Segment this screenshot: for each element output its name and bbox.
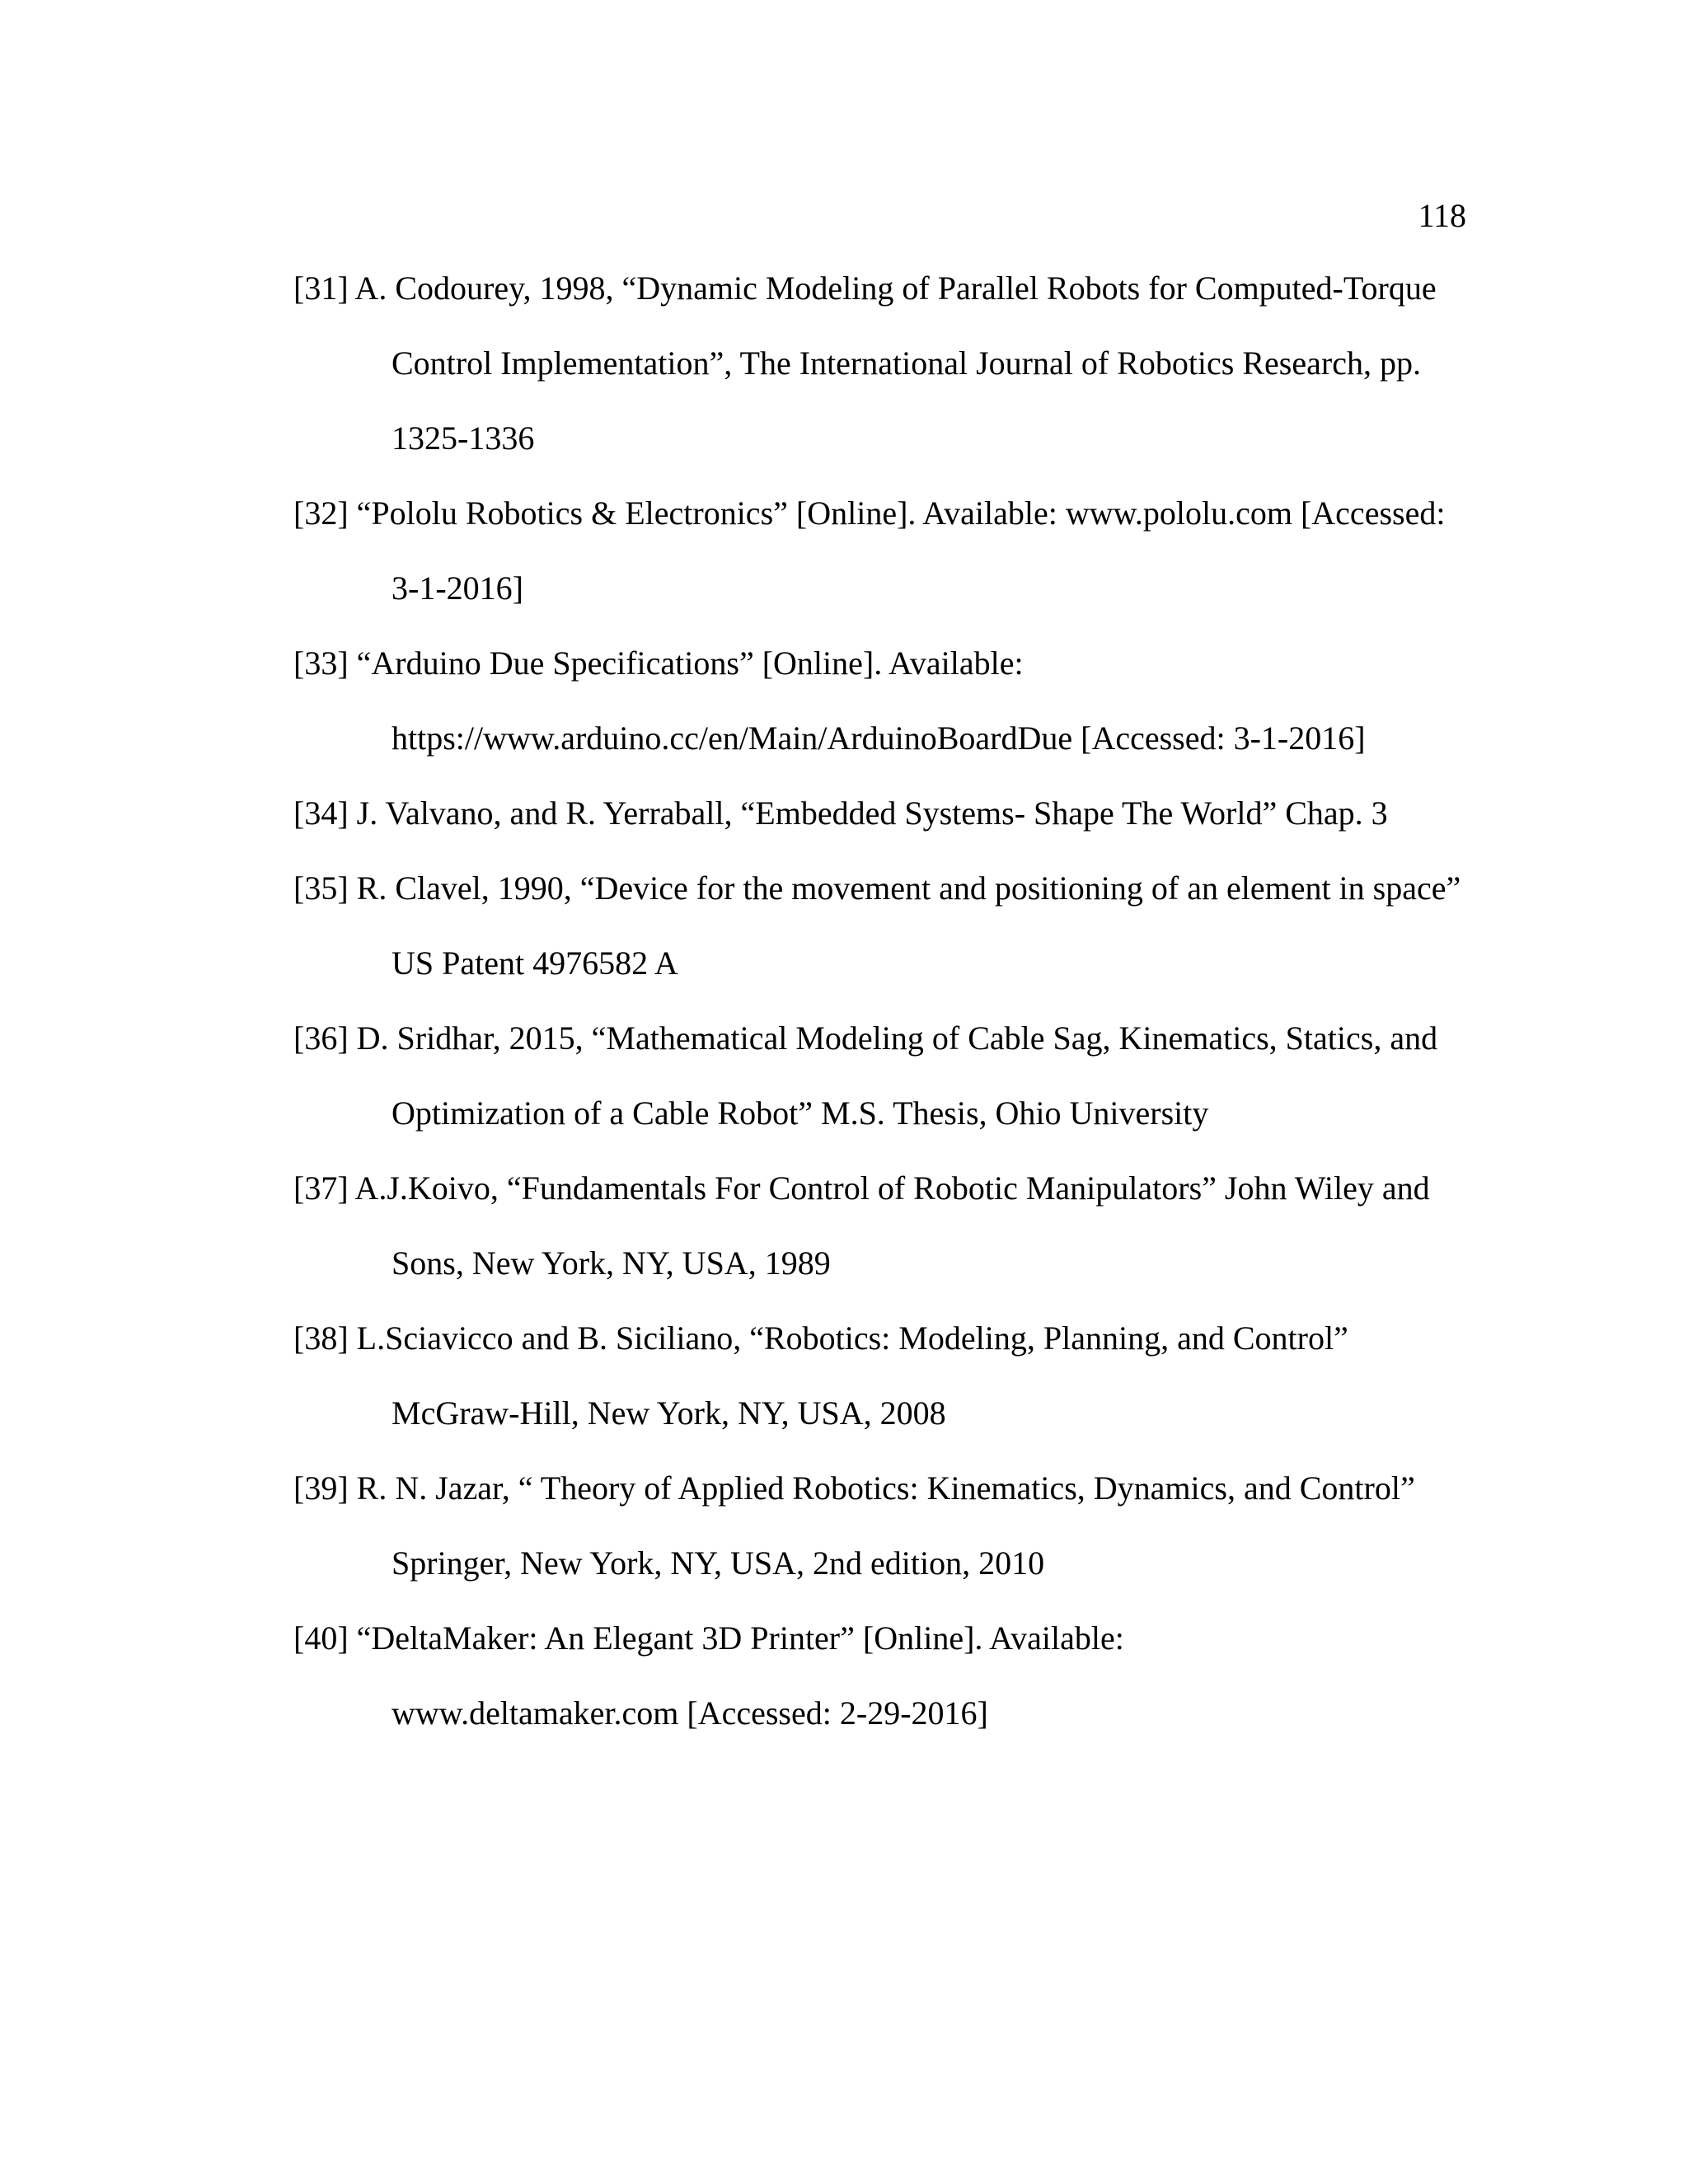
reference-line: US Patent 4976582 A (392, 944, 678, 982)
reference-entry-39 (293, 1464, 1480, 1614)
reference-line: Sons, New York, NY, USA, 1989 (392, 1244, 831, 1282)
reference-line: https://www.arduino.cc/en/Main/ArduinoBoardDue [Accessed: 3-1-2016] (392, 719, 1366, 757)
reference-entry-34 (293, 789, 1480, 864)
reference-list (293, 264, 1480, 1764)
reference-entry-32 (293, 489, 1480, 639)
reference-entry-36 (293, 1014, 1480, 1164)
reference-line: www.deltamaker.com [Accessed: 2-29-2016] (392, 1694, 988, 1732)
reference-line: Control Implementation”, The International Journal of Robotics Research, pp. (392, 344, 1421, 382)
reference-entry-38 (293, 1314, 1480, 1464)
reference-line: [35] R. Clavel, 1990, “Device for the movement and positioning of an element in space” (293, 869, 1461, 907)
reference-line: [34] J. Valvano, and R. Yerraball, “Embedded Systems- Shape The World” Chap. 3 (293, 794, 1388, 832)
reference-line: [31] A. Codourey, 1998, “Dynamic Modeling of Parallel Robots for Computed-Torque (293, 269, 1437, 307)
reference-line: [32] “Pololu Robotics & Electronics” [Online]. Available: www.pololu.com [Accessed: (293, 494, 1446, 532)
reference-line: Optimization of a Cable Robot” M.S. Thesis, Ohio University (392, 1094, 1209, 1132)
reference-line: [38] L.Sciavicco and B. Siciliano, “Robotics: Modeling, Planning, and Control” (293, 1319, 1348, 1357)
reference-line: 3-1-2016] (392, 569, 523, 607)
page-number: 118 (1418, 197, 1466, 234)
reference-line: [39] R. N. Jazar, “ Theory of Applied Robotics: Kinematics, Dynamics, and Control” (293, 1469, 1415, 1507)
reference-line: [36] D. Sridhar, 2015, “Mathematical Modeling of Cable Sag, Kinematics, Statics, and (293, 1019, 1438, 1057)
reference-entry-40 (293, 1614, 1480, 1764)
reference-line: [33] “Arduino Due Specifications” [Online]. Available: (293, 644, 1024, 682)
reference-entry-31 (293, 264, 1480, 489)
reference-line: Springer, New York, NY, USA, 2nd edition, 2010 (392, 1544, 1045, 1582)
reference-line: 1325-1336 (392, 419, 535, 457)
reference-entry-35 (293, 864, 1480, 1014)
reference-line: McGraw-Hill, New York, NY, USA, 2008 (392, 1394, 946, 1432)
reference-line: [40] “DeltaMaker: An Elegant 3D Printer” [Online]. Available: (293, 1619, 1124, 1657)
reference-line: [37] A.J.Koivo, “Fundamentals For Control of Robotic Manipulators” John Wiley and (293, 1169, 1430, 1207)
reference-entry-37 (293, 1164, 1480, 1314)
reference-entry-33 (293, 639, 1480, 789)
